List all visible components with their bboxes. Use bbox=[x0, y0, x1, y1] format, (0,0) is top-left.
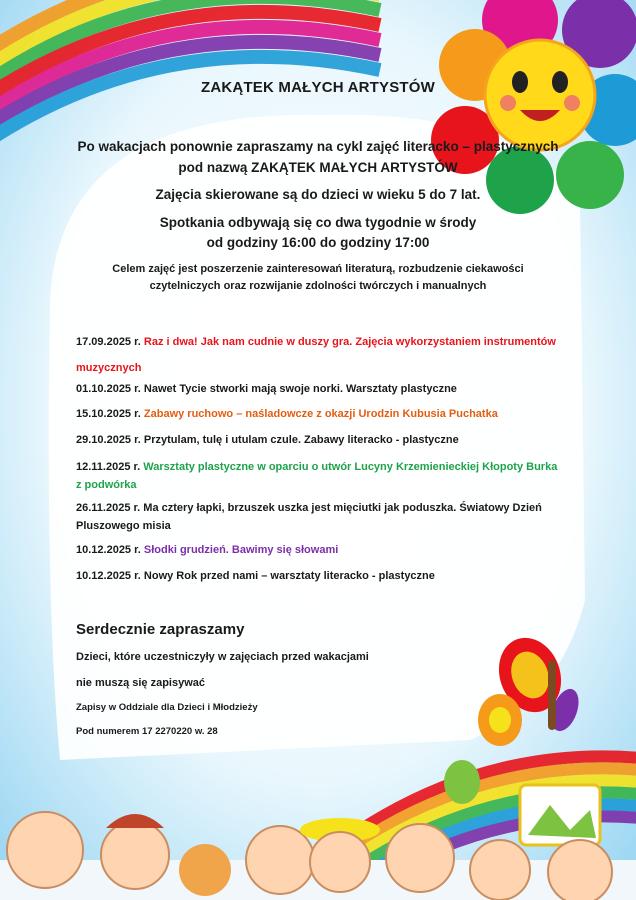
event-date: 29.10.2025 r. bbox=[76, 434, 141, 446]
note-line-1: Dzieci, które uczestniczyły w zajęciach przed wakacjami bbox=[76, 651, 369, 663]
balloon-icon bbox=[444, 760, 480, 804]
intro-line-1: Po wakacjach ponownie zapraszamy na cykl zajęć literacko – plastycznych bbox=[77, 139, 559, 154]
page-title: ZAKĄTEK MAŁYCH ARTYSTÓW bbox=[200, 79, 436, 96]
goal-line-1: Celem zajęć jest poszerzenie zainteresowań literaturą, rozbudzenie ciekawości bbox=[112, 263, 524, 275]
event-title: Przytulam, tulę i utulam czule. Zabawy literacko - plastyczne bbox=[143, 434, 459, 446]
event-item bbox=[76, 458, 562, 494]
note-line-3: Zapisy w Oddziale dla Dzieci i Młodzieży bbox=[76, 702, 258, 713]
event-title: Zabawy ruchowo – naśladowcze z okazji Urodzin Kubusia Puchatka bbox=[143, 408, 498, 420]
event-title: Nawet Tycie stworki mają swoje norki. Warsztaty plastyczne bbox=[143, 383, 457, 395]
event-date: 15.10.2025 r. bbox=[76, 408, 141, 420]
event-title: Raz i dwa! Jak nam cudnie w duszy gra. Zajęcia wykorzystaniem instrumentów muzycznych bbox=[76, 336, 556, 374]
event-item bbox=[76, 541, 562, 559]
event-item bbox=[76, 431, 562, 449]
event-title: Słodki grudzień. Bawimy się słowami bbox=[143, 544, 339, 556]
event-title: Warsztaty plastyczne w oparciu o utwór Lucyny Krzemienieckiej Kłopoty Burka z podwórka bbox=[76, 461, 558, 491]
event-date: 17.09.2025 r. bbox=[76, 336, 141, 348]
note-line-2: nie muszą się zapisywać bbox=[76, 677, 206, 689]
event-title: Nowy Rok przed nami – warsztaty literacko - plastyczne bbox=[143, 570, 435, 582]
event-date: 01.10.2025 r. bbox=[76, 383, 141, 395]
meeting-info-1: Spotkania odbywają się co dwa tygodnie w środy bbox=[159, 215, 477, 230]
meeting-info-2: od godziny 16:00 do godziny 17:00 bbox=[206, 235, 430, 250]
event-item bbox=[76, 567, 562, 585]
event-item bbox=[76, 405, 562, 423]
event-title: Ma cztery łapki, brzuszek uszka jest mięciutki jak poduszka. Światowy Dzień Pluszowego misia bbox=[76, 502, 542, 532]
intro-line-2: pod nazwą ZAKĄTEK MAŁYCH ARTYSTÓW bbox=[178, 160, 458, 175]
age-info: Zajęcia skierowane są do dzieci w wieku 5 do 7 lat. bbox=[155, 187, 481, 202]
event-date: 12.11.2025 r. bbox=[76, 461, 141, 473]
event-date: 10.12.2025 r. bbox=[76, 544, 141, 556]
event-item bbox=[76, 499, 562, 535]
event-date: 26.11.2025 r. bbox=[76, 502, 141, 514]
closing-heading: Serdecznie zapraszamy bbox=[76, 621, 245, 638]
note-line-4: Pod numerem 17 2270220 w. 28 bbox=[76, 726, 218, 737]
event-item bbox=[76, 329, 562, 381]
event-date: 10.12.2025 r. bbox=[76, 570, 141, 582]
event-item bbox=[76, 380, 562, 398]
goal-line-2: czytelniczych oraz rozwijanie zdolności twórczych i manualnych bbox=[149, 280, 487, 292]
